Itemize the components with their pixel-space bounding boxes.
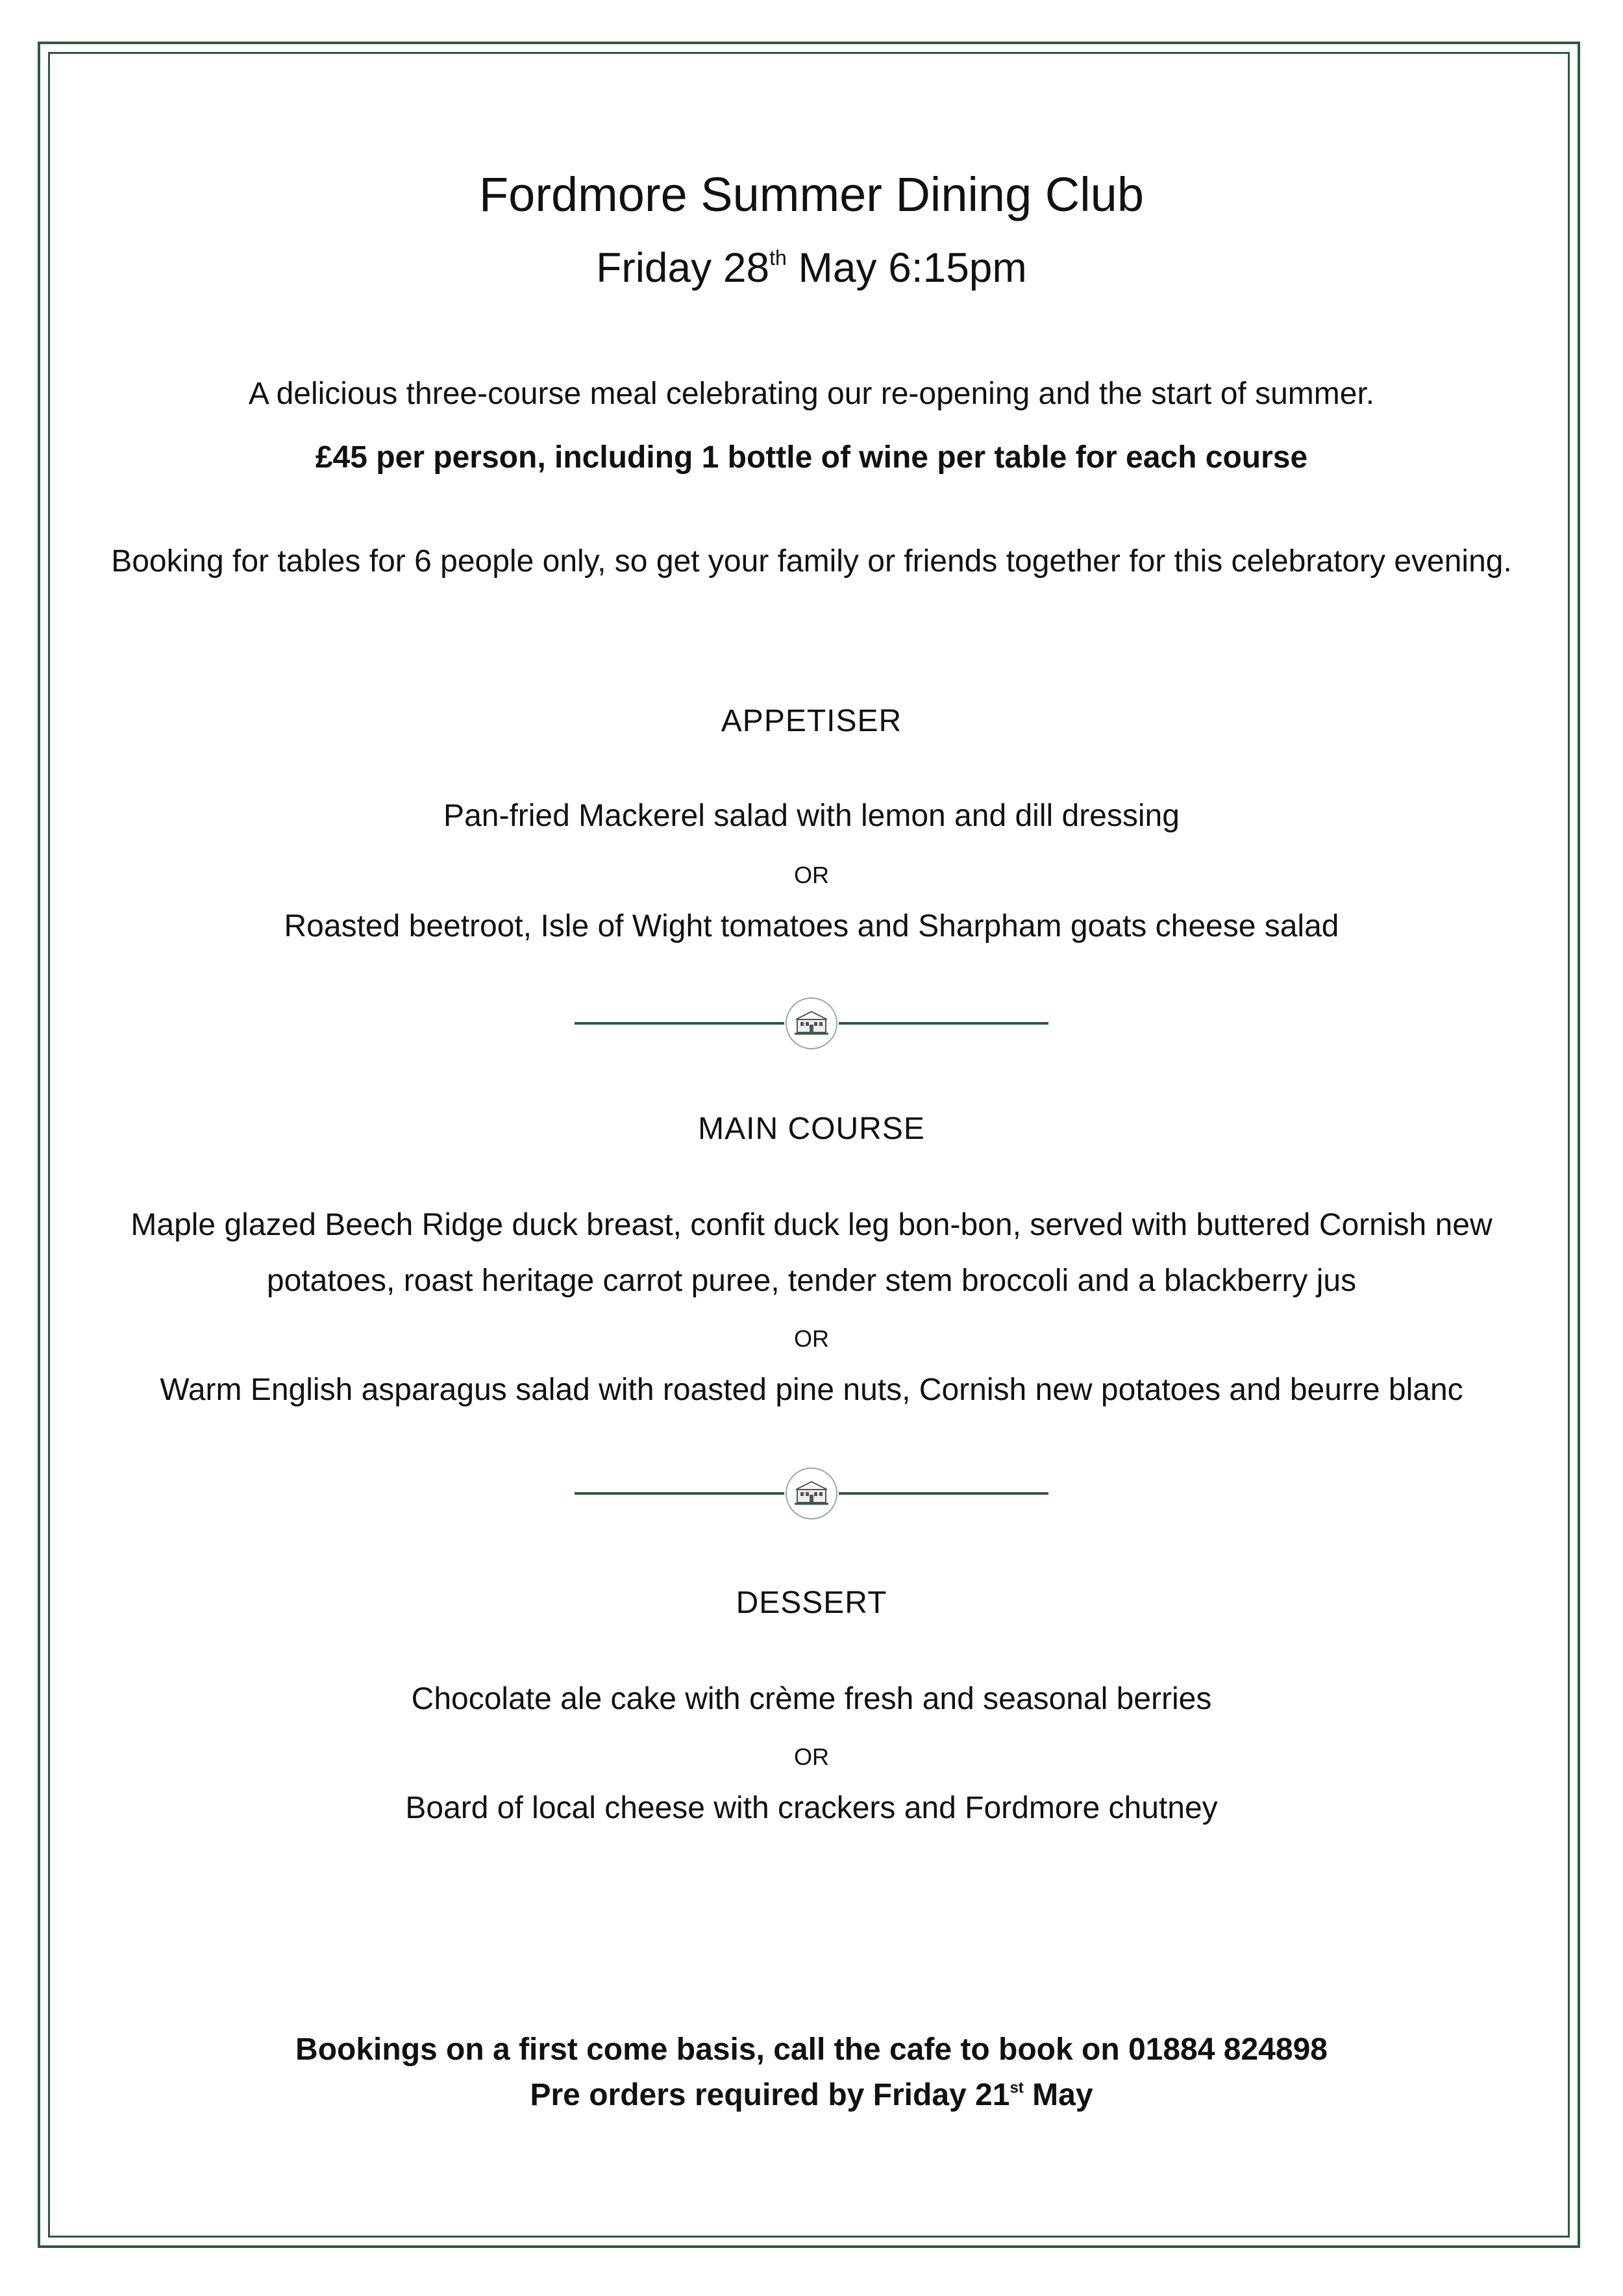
house-emblem-icon xyxy=(784,996,839,1051)
dessert-option-2: Board of local cheese with crackers and Fordmore chutney xyxy=(405,1791,1218,1825)
event-date-suffix: May 6:15pm xyxy=(786,244,1027,291)
house-emblem-icon xyxy=(784,1466,839,1521)
main-option-2: Warm English asparagus salad with roasted pine nuts, Cornish new potatoes and beurre blanc xyxy=(160,1373,1463,1407)
event-date-prefix: Friday 28 xyxy=(596,244,770,291)
appetiser-option-2: Roasted beetroot, Isle of Wight tomatoes and Sharpham goats cheese salad xyxy=(284,909,1339,943)
preorder-suffix: May xyxy=(1023,2078,1093,2112)
preorder-ordinal: st xyxy=(1010,2078,1024,2097)
event-date xyxy=(0,243,1623,293)
page-title: Fordmore Summer Dining Club xyxy=(478,168,1144,221)
price-info: £45 per person, including 1 bottle of wine per table for each course xyxy=(315,440,1308,475)
main-option-1-line-1: Maple glazed Beech Ridge duck breast, confit duck leg bon-bon, served with buttered Cornish new xyxy=(130,1208,1493,1242)
preorder-deadline xyxy=(0,2077,1623,2114)
intro-description: A delicious three-course meal celebrating our re-opening and the start of summer. xyxy=(248,377,1375,411)
dessert-or: OR xyxy=(794,1743,829,1770)
divider-rule-left xyxy=(575,1492,784,1495)
appetiser-heading: APPETISER xyxy=(721,704,902,738)
section-divider xyxy=(575,993,1048,1053)
divider-rule-left xyxy=(575,1022,784,1025)
booking-info: Bookings on a first come basis, call the cafe to book on 01884 824898 xyxy=(295,2032,1328,2067)
divider-rule-right xyxy=(839,1492,1048,1495)
main-or: OR xyxy=(794,1325,829,1352)
dessert-option-1: Chocolate ale cake with crème fresh and seasonal berries xyxy=(411,1682,1212,1716)
booking-note: Booking for tables for 6 people only, so get your family or friends together for this celebratory evening. xyxy=(111,544,1512,579)
main-option-1-line-2: potatoes, roast heritage carrot puree, tender stem broccoli and a blackberry jus xyxy=(266,1264,1357,1298)
preorder-prefix: Pre orders required by Friday 21 xyxy=(530,2078,1010,2112)
divider-rule-right xyxy=(839,1022,1048,1025)
section-divider xyxy=(575,1464,1048,1523)
appetiser-or: OR xyxy=(794,862,829,888)
appetiser-option-1: Pan-fried Mackerel salad with lemon and dill dressing xyxy=(443,799,1180,833)
main-course-heading: MAIN COURSE xyxy=(698,1112,925,1146)
dessert-heading: DESSERT xyxy=(736,1586,887,1620)
event-date-ordinal: th xyxy=(769,246,787,270)
